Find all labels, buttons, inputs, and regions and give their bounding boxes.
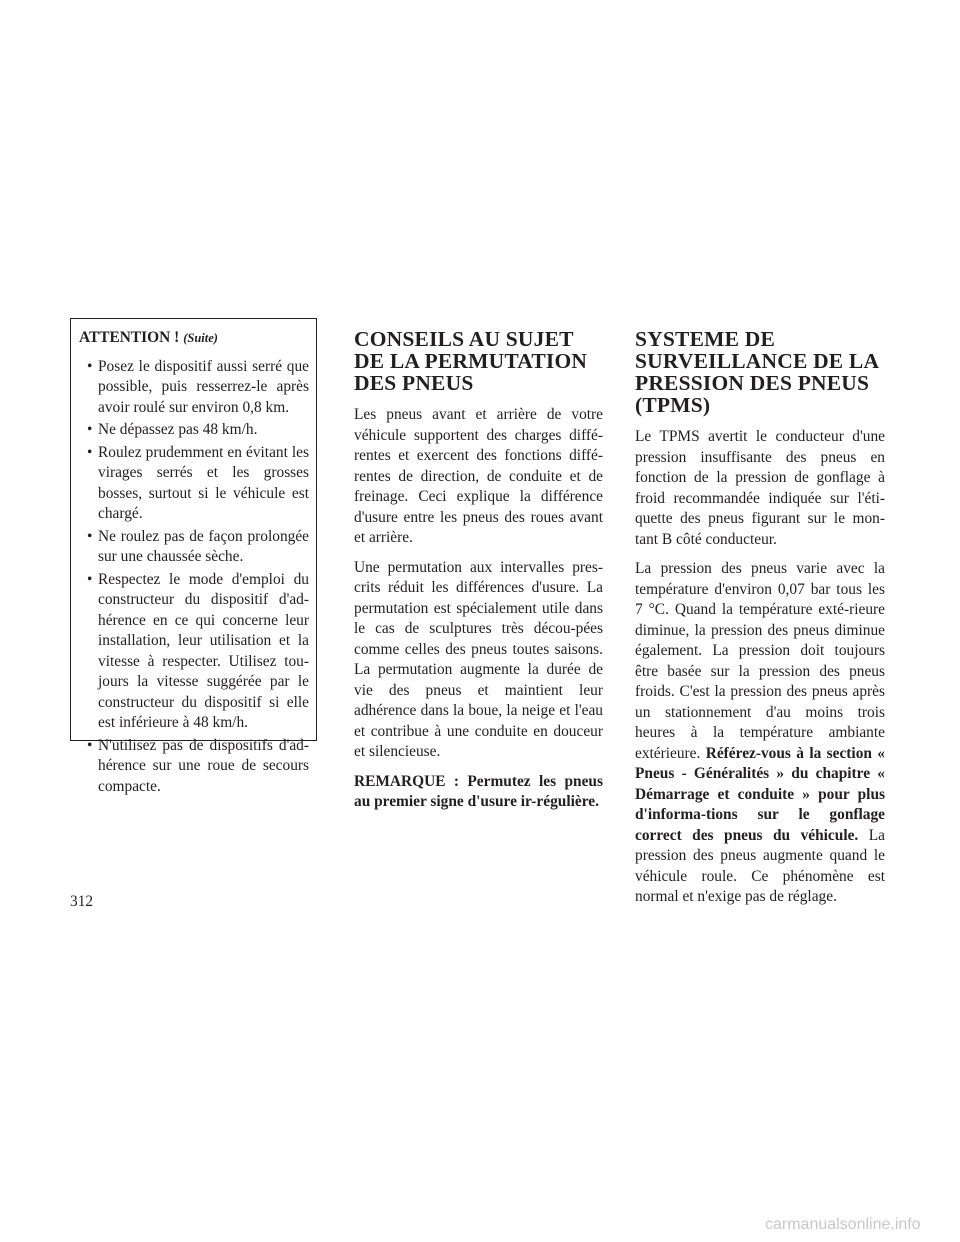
- bullet-icon: •: [87, 527, 93, 545]
- attention-box: [70, 318, 317, 795]
- attention-list: [79, 357, 309, 798]
- attention-title: ATTENTION !: [79, 329, 180, 346]
- watermark: carmanualsonline.info: [765, 1216, 921, 1233]
- tpms-paragraph-2: La pression des pneus varie avec la température d'environ 0,07 bar tous les 7 °C. Quand la température exté-rieure diminue, la pression des pneus diminue également. La pression doit toujours être basée sur la pression des pneus froids. C'est la pression des pneus après un stationnement d'au moins trois heures à la température ambiante extérieure. Référez-vous à la section « Pneus - Généralités » du chapitre « Démarrage et conduite » pour plus d'informa-tions sur le gonflage correct des pneus du véhicule. La pression des pneus augmente quand le véhicule roule. Ce phénomène est normal et n'exige pas de réglage.: [635, 560, 886, 905]
- tpms-heading: SYSTEME DE SURVEILLANCE DE LA PRESSION DES PNEUS (TPMS): [635, 327, 878, 417]
- list-item: • N'utilisez pas de dispositifs d'ad-hérence sur une roue de secours compacte.: [87, 736, 309, 795]
- bullet-icon: •: [87, 421, 93, 438]
- rotation-note: REMARQUE : Permutez les pneus au premier signe d'usure ir-régulière.: [354, 772, 603, 810]
- list-item: • Ne dépassez pas 48 km/h.: [79, 420, 309, 441]
- page-number: 312: [70, 893, 94, 910]
- list-item: • Posez le dispositif aussi serré que possible, puis resserrez-le après avoir roulé sur environ 0,8 km.: [87, 357, 309, 416]
- list-item: • Respectez le mode d'emploi du constructeur du dispositif d'ad-hérence en ce qui concerne leur installation, leur utilisation et la vitesse à respecter. Utilisez tou-jours la vitesse suggérée par le constructeur du dispositif si elle est inférieure à 48 km/h.: [87, 570, 309, 731]
- middle-column: [354, 318, 603, 822]
- tpms-paragraph-1: Le TPMS avertit le conducteur d'une pression insuffisante des pneus en fonction de la pression de gonflage à froid recommandée indiquée sur l'éti-quette des pneus figurant sur le mon-tant B côté conducteur.: [635, 428, 885, 548]
- attention-suite: (Suite): [183, 331, 218, 345]
- bullet-icon: •: [87, 443, 93, 461]
- bullet-icon: •: [87, 570, 93, 588]
- left-column: [70, 318, 317, 795]
- rotation-heading: CONSEILS AU SUJET DE LA PERMUTATION DES PNEUS: [354, 327, 588, 395]
- tpms-reference: Référez-vous à la section « Pneus - Généralités » du chapitre « Démarrage et conduite » pour plus d'informa-tions sur le gonflage correct des pneus du véhicule.: [635, 744, 886, 844]
- rotation-paragraph-1: Les pneus avant et arrière de votre véhicule supportent des charges diffé-rentes et exercent des fonctions diffé-rentes de direction, de conduite et de freinage. Ceci explique la différence d'usure entre les pneus des roues avant et arrière.: [354, 406, 603, 546]
- bullet-icon: •: [87, 736, 93, 754]
- attention-heading: [79, 328, 309, 349]
- bullet-icon: •: [87, 357, 93, 375]
- list-item: • Roulez prudemment en évitant les virages serrés et les grosses bosses, surtout si le véhicule est chargé.: [87, 443, 309, 522]
- list-item: • Ne roulez pas de façon prolongée sur une chaussée sèche.: [87, 527, 309, 565]
- right-column: [635, 318, 885, 917]
- rotation-paragraph-2: Une permutation aux intervalles pres-crits réduit les différences d'usure. La permutation est spécialement utile dans le cas de sculptures très décou-pées comme celles des pneus toutes saisons. La permutation augmente la durée de vie des pneus et maintient leur adhérence dans la boue, la neige et l'eau et contribue à une conduite en douceur et silencieuse.: [354, 558, 603, 760]
